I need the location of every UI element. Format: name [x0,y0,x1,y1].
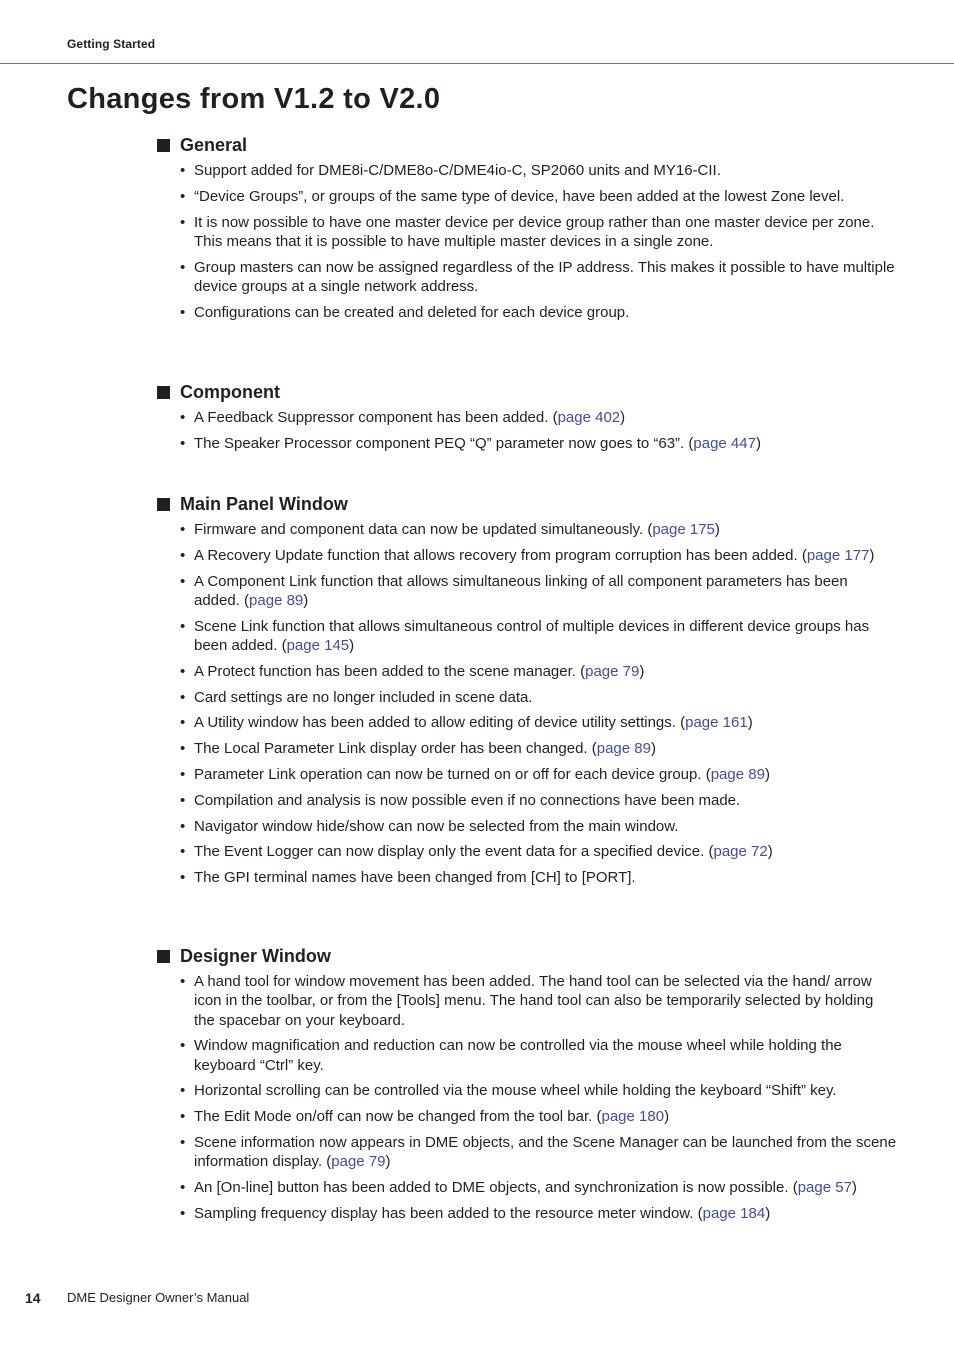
bullet-item [157,408,897,427]
bullet-text: Group masters can now be assigned regardless of the IP address. This makes it possible to have multiple device groups at a single network address. [194,258,895,295]
bullet-text-end: ) [869,546,875,564]
page-title: Changes from V1.2 to V2.0 [67,83,441,115]
bullet-text: An [On-line] button has been added to DME objects, and synchronization is now possible. ( [194,1179,798,1197]
bullet-item [157,662,897,681]
bullet-text: Support added for DME8i-C/DME8o-C/DME4io-C, SP2060 units and MY16-CII. [194,162,721,179]
bullet-text: A Component Link function that allows simultaneous linking of all component parameters has been added. ( [194,572,848,609]
bullet-text-end: ) [755,434,761,452]
section-heading [157,381,897,403]
bullet-text: Sampling frequency display has been added to the resource meter window. ( [194,1204,703,1222]
square-bullet-icon [157,139,170,152]
page-link[interactable]: page 72 [713,843,768,861]
bullet-item [157,434,897,453]
bullet-item [157,1107,897,1126]
page-link[interactable]: page 175 [652,521,715,538]
section-heading-text: Main Panel Window [180,494,348,514]
section-heading [157,493,897,515]
bullet-item [157,258,897,297]
page-link[interactable]: page 57 [797,1179,852,1197]
bullet-text: Firmware and component data can now be updated simultaneously. ( [194,521,653,538]
bullet-list [157,520,897,887]
bullet-item [157,213,897,252]
bullet-text: Parameter Link operation can now be turned on or off for each device group. ( [194,765,711,783]
bullet-text: A Recovery Update function that allows recovery from program corruption has been added. ( [194,546,807,564]
bullet-text: Card settings are no longer included in scene data. [194,688,533,706]
bullet-text: The Edit Mode on/off can now be changed from the tool bar. ( [194,1108,602,1126]
bullet-item [157,972,897,1030]
bullet-item [157,868,897,887]
bullet-text: The Local Parameter Link display order has been changed. ( [194,740,597,758]
bullet-text: A hand tool for window movement has been added. The hand tool can be selected via the hand/ arrow icon in the toolbar, or from the [Tools] menu. The hand tool can also be temporarily selected by holding the spacebar on your keyboard. [194,973,874,1029]
page-link[interactable]: page 402 [557,409,621,426]
bullet-list [157,161,897,322]
bullet-item [157,617,897,656]
section-heading-text: Designer Window [180,946,331,966]
bullet-text-end: ) [349,636,355,654]
bullet-text: The Event Logger can now display only the event data for a specified device. ( [194,843,714,861]
bullet-item [157,520,897,539]
bullet-text-end: ) [620,409,626,426]
bullet-text-end: ) [714,521,720,538]
bullet-item [157,161,897,180]
section-general [157,134,897,329]
bullet-text-end: ) [767,843,773,861]
bullet-item [157,842,897,861]
page-link[interactable]: page 161 [685,714,748,732]
bullet-text: Scene Link function that allows simultaneous control of multiple devices in different device groups has been added. ( [194,617,870,654]
section-main-panel-window [157,493,897,894]
bullet-item [157,817,897,836]
bullet-text: The GPI terminal names have been changed from [CH] to [PORT]. [194,869,636,887]
bullet-text-end: ) [664,1108,670,1126]
manual-title: DME Designer Owner’s Manual [67,1290,250,1305]
bullet-item [157,765,897,784]
square-bullet-icon [157,498,170,511]
page-link[interactable]: page 79 [331,1153,386,1171]
page-link[interactable]: page 180 [601,1108,665,1126]
bullet-text: Scene information now appears in DME objects, and the Scene Manager can be launched from the scene information display. ( [194,1134,897,1171]
bullet-item [157,1178,897,1197]
bullet-item [157,713,897,732]
bullet-text-end: ) [765,1204,771,1222]
bullet-item [157,1036,897,1075]
bullet-text: Configurations can be created and deleted for each device group. [194,303,630,321]
section-heading [157,945,897,967]
bullet-item [157,1081,897,1100]
section-designer-window [157,945,897,1230]
bullet-item [157,546,897,565]
bullet-text-end: ) [639,662,645,680]
bullet-text: The Speaker Processor component PEQ “Q” parameter now goes to “63”. ( [194,434,694,452]
page-number: 14 [25,1290,41,1306]
bullet-text-end: ) [385,1153,391,1171]
bullet-text: Horizontal scrolling can be controlled via the mouse wheel while holding the keyboard “Shift” key. [194,1082,837,1100]
bullet-text: Window magnification and reduction can now be controlled via the mouse wheel while holding the keyboard “Ctrl” key. [194,1037,842,1074]
page-link[interactable]: page 89 [596,740,651,758]
bullet-text: Compilation and analysis is now possible even if no connections have been made. [194,791,741,809]
page-link[interactable]: page 177 [806,546,870,564]
bullet-text: A Feedback Suppressor component has been added. ( [194,409,558,426]
bullet-item [157,688,897,707]
bullet-item [157,187,897,206]
bullet-item [157,1204,897,1223]
page-link[interactable]: page 89 [710,765,765,783]
square-bullet-icon [157,386,170,399]
header-rule [0,63,954,64]
bullet-item [157,303,897,322]
page-link[interactable]: page 79 [585,662,640,680]
bullet-text: Navigator window hide/show can now be selected from the main window. [194,817,679,835]
page-link[interactable]: page 447 [693,434,756,452]
section-heading-text: Component [180,382,280,402]
bullet-item [157,739,897,758]
bullet-item [157,791,897,810]
bullet-text: “Device Groups”, or groups of the same type of device, have been added at the lowest Zone level. [194,187,845,205]
running-head: Getting Started [67,37,156,51]
bullet-text: It is now possible to have one master device per device group rather than one master device per zone. This means that it is possible to have multiple master devices in a single zone. [194,213,875,250]
bullet-text-end: ) [650,740,656,758]
section-heading-text: General [180,135,248,155]
bullet-text-end: ) [303,591,309,609]
page-link[interactable]: page 184 [702,1204,766,1222]
bullet-text-end: ) [851,1179,857,1197]
section-heading [157,134,897,156]
bullet-list [157,972,897,1223]
bullet-text: A Utility window has been added to allow editing of device utility settings. ( [194,714,686,732]
bullet-text-end: ) [747,714,753,732]
bullet-item [157,572,897,611]
bullet-item [157,1133,897,1172]
bullet-text: A Protect function has been added to the scene manager. ( [194,662,586,680]
bullet-text-end: ) [764,765,770,783]
section-component [157,381,897,460]
bullet-list [157,408,897,453]
page-link[interactable]: page 145 [286,636,350,654]
square-bullet-icon [157,950,170,963]
page-link[interactable]: page 89 [249,591,304,609]
